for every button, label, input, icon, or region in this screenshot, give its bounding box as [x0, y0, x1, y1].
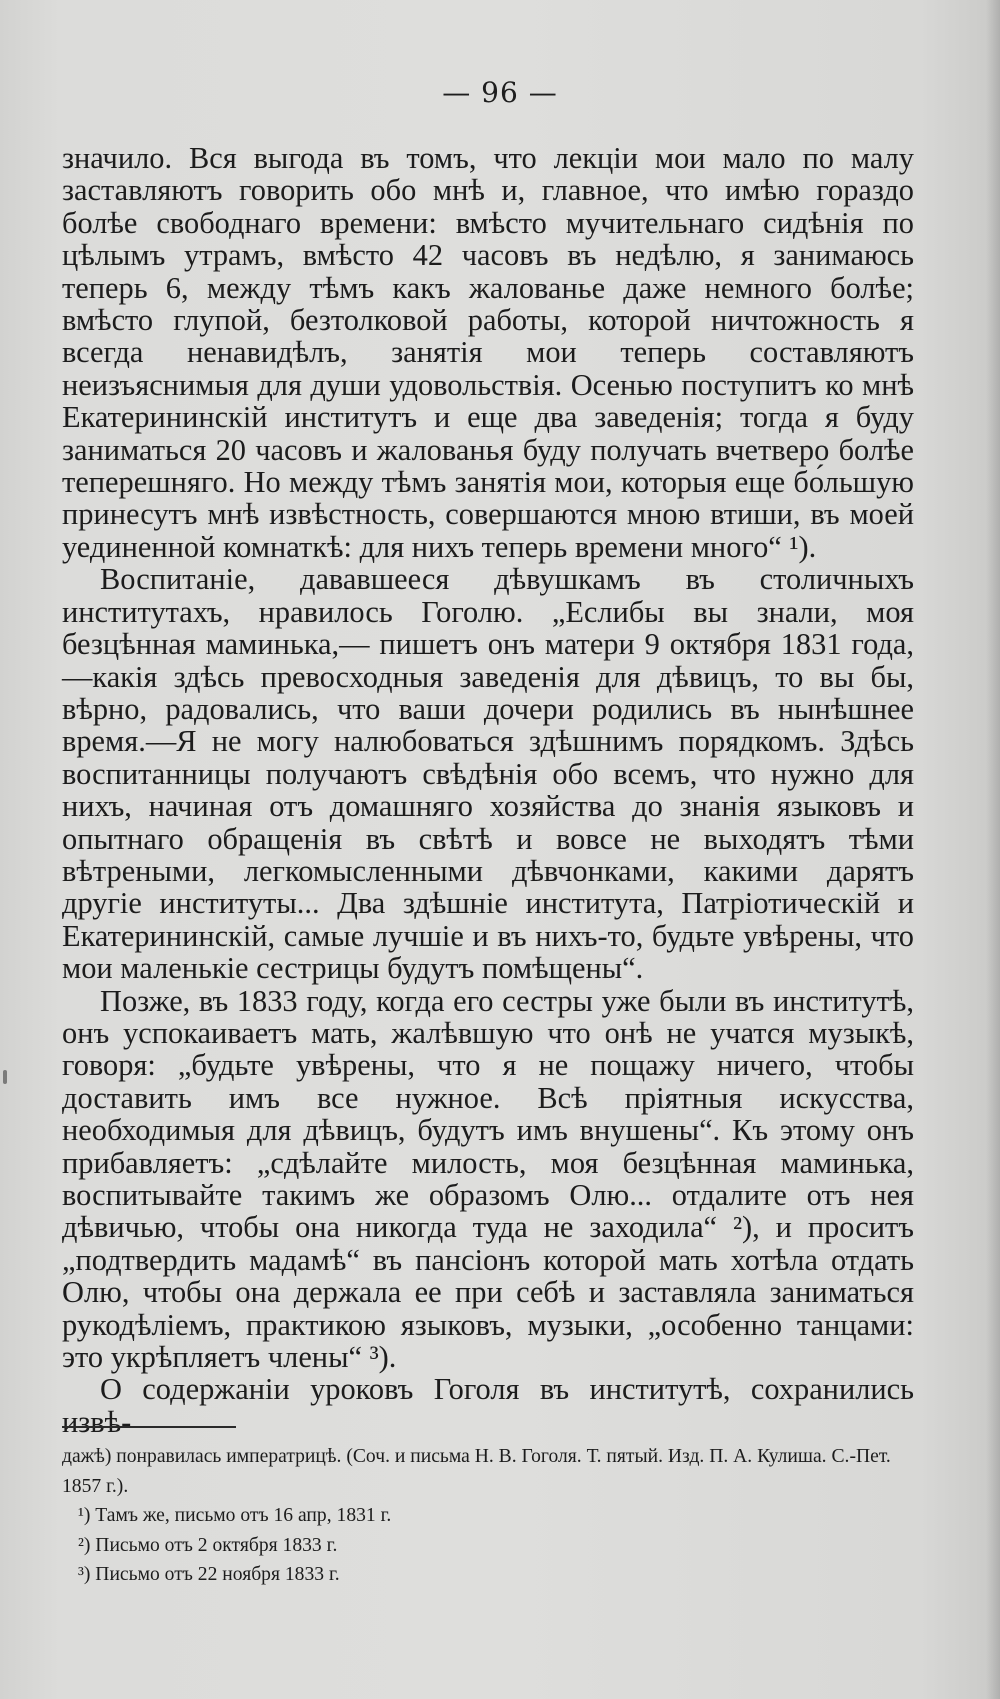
- page-number: — 96 —: [442, 76, 558, 109]
- footnote-continuation: дажѣ) понравилась императрицѣ. (Соч. и письма Н. В. Гоголя. Т. пятый. Изд. П. А. Кулиша. С.-Пет. 1857 г.).: [62, 1446, 891, 1497]
- paragraph-lessons: О содержанiи уроковъ Гоголя въ институтѣ, сохранились извѣ-: [62, 1372, 914, 1439]
- footnote-1: ¹) Тамъ же, письмо отъ 16 апр, 1831 г.: [78, 1505, 392, 1526]
- footnote-separator: [62, 1426, 236, 1428]
- footnote-3: ³) Письмо отъ 22 ноября 1833 г.: [78, 1564, 340, 1585]
- main-text: [62, 142, 914, 1438]
- footnote-2: ²) Письмо отъ 2 октября 1833 г.: [78, 1534, 338, 1556]
- footnotes: [62, 1442, 914, 1590]
- paragraph-sisters: Позже, въ 1833 году, когда его сестры уже были въ институтѣ, онъ успокаиваетъ мать, жалѣвшую что онѣ не учатся музыкѣ, говоря: „будьте увѣрены, что я не пощажу ничего, чтобы доставить имъ все нужное. Всѣ прiятныя искусства, необходимыя для дѣвицъ, будутъ имъ внушены“. Къ этому онъ прибавляетъ: „сдѣлайте милость, моя безцѣнная маминька, воспитывайте такимъ же образомъ Олю... отдалите отъ нея дѣвичью, чтобы она никогда туда не заходила“ ²), и проситъ „подтвердить мадамѣ“ въ пансiонъ которой мать хотѣла отдать Олю, чтобы она держала ее при себѣ и заставляла заниматься рукодѣлiемъ, практикою языковъ, музыки, „особенно танцами: это укрѣпляетъ члены“ ³).: [62, 983, 914, 1375]
- paragraph-continuation: значило. Вся выгода въ томъ, что лекцiи мои мало по малу заставляютъ говорить обо мнѣ и, главное, что имѣю гораздо болѣе свободнаго времени: вмѣсто мучительнаго сидѣнiя по цѣлымъ утрамъ, вмѣсто 42 часовъ въ недѣлю, я занимаюсь теперь 6, между тѣмъ какъ жалованье даже немного болѣе; вмѣсто глупой, безтолковой работы, которой ничтожность я всегда ненавидѣлъ, занятiя мои теперь составляютъ неизъяснимыя для души удовольствiя. Осенью поступитъ ко мнѣ Екатерининскiй институтъ и еще два заведенiя; тогда я буду заниматься 20 часовъ и жалованья буду получать вчетверо болѣе теперешняго. Но между тѣмъ занятiя мои, которыя еще бо́льшую принесутъ мнѣ извѣстность, совершаются мною втиши, въ моей уединенной комнаткѣ: для нихъ теперь времени много“ ¹).: [62, 141, 914, 564]
- paragraph-education: Воспитанiе, дававшееся дѣвушкамъ въ столичныхъ институтахъ, нравилось Гоголю. „Еслибы вы знали, моя безцѣнная маминька,— пишетъ онъ матери 9 октября 1831 года,—какiя здѣсь превосходныя заведенiя для дѣвицъ, то вы бы, вѣрно, радовались, что ваши дочери родились въ нынѣшнее время.—Я не могу налюбоваться здѣшнимъ порядкомъ. Здѣсь воспитанницы получаютъ свѣдѣнiя обо всемъ, что нужно для нихъ, начиная отъ домашняго хозяйства до знанiя языковъ и опытнаго обращенiя въ свѣтѣ и вовсе не выходятъ тѣми вѣтреными, легкомысленными дѣвчонками, какими дарятъ другiе институты... Два здѣшнiе института, Патрiотическiй и Екатерининскiй, самые лучшiе и въ нихъ-то, будьте увѣрены, что мои маленькiе сестрицы будутъ помѣщены“.: [62, 562, 914, 986]
- page-binding-shadow: [986, 0, 1000, 1699]
- paper-speck: [3, 1070, 7, 1084]
